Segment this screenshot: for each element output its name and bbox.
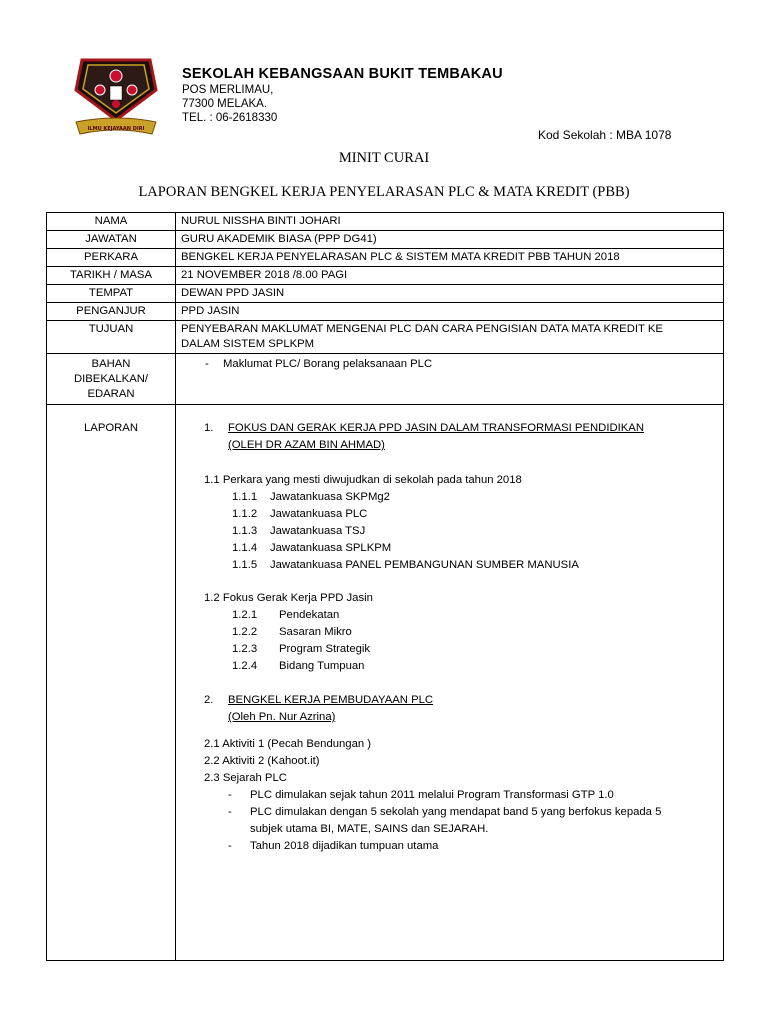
- item-text: Sasaran Mikro: [279, 626, 352, 638]
- bullet-dash: -: [228, 789, 232, 801]
- section-2-by: [204, 710, 718, 727]
- item-num: 1.1.2: [232, 508, 258, 520]
- tujuan-line-2: DALAM SISTEM SPLKPM: [181, 338, 315, 350]
- item-text: Jawatankuasa SPLKPM: [270, 542, 392, 554]
- school-logo: [72, 56, 160, 140]
- row-tujuan: [47, 321, 724, 354]
- list-item: [204, 659, 718, 676]
- bahan-label-line-2: DIBEKALKAN/: [73, 373, 149, 385]
- bullet-item: [204, 788, 718, 805]
- section-1-by: [204, 438, 718, 455]
- school-crest-icon: [72, 56, 160, 140]
- section-1-title: FOKUS DAN GERAK KERJA PPD JASIN DALAM TRANSFORMASI PENDIDIKAN: [228, 422, 644, 434]
- bahan-dash: -: [205, 358, 209, 370]
- item-num: 1.1.4: [232, 542, 258, 554]
- list-item: [204, 524, 718, 541]
- section-2-2: 2.2 Aktiviti 2 (Kahoot.it): [204, 755, 320, 767]
- row-nama: [47, 213, 724, 231]
- section-1-heading: [204, 421, 718, 438]
- bahan-text: Maklumat PLC/ Borang pelaksanaan PLC: [223, 358, 433, 370]
- bullet-item: [204, 839, 718, 856]
- svg-text:ILMU KEJAYAAN DIRI: ILMU KEJAYAAN DIRI: [87, 126, 145, 132]
- address-line-1: POS MERLIMAU,: [182, 84, 274, 96]
- list-item: [204, 541, 718, 558]
- item-num: 1.2.3: [232, 643, 258, 655]
- bullet-text: Tahun 2018 dijadikan tumpuan utama: [250, 840, 439, 852]
- label-perkara: PERKARA: [47, 249, 176, 267]
- bullet-item: [204, 805, 718, 822]
- item-text: Jawatankuasa PANEL PEMBANGUNAN SUMBER MANUSIA: [270, 559, 579, 571]
- item-num: 1.2.4: [232, 660, 258, 672]
- label-tempat: TEMPAT: [47, 285, 176, 303]
- label-penganjur: PENGANJUR: [47, 303, 176, 321]
- row-jawatan: [47, 231, 724, 249]
- item-text: Jawatankuasa TSJ: [270, 525, 366, 537]
- value-tarikh: 21 NOVEMBER 2018 /8.00 PAGI: [176, 267, 724, 285]
- bullet-text: PLC dimulakan dengan 5 sekolah yang mendapat band 5 yang berfokus kepada 5: [250, 806, 662, 818]
- value-jawatan: GURU AKADEMIK BIASA (PPP DG41): [176, 231, 724, 249]
- list-item: [204, 642, 718, 659]
- section-1-presenter: (OLEH DR AZAM BIN AHMAD): [228, 439, 385, 451]
- document-subtitle: LAPORAN BENGKEL KERJA PENYELARASAN PLC & MATA KREDIT (PBB): [138, 184, 630, 200]
- section-1-num: 1.: [204, 422, 214, 434]
- row-laporan: [47, 405, 724, 961]
- row-penganjur: [47, 303, 724, 321]
- section-2-heading: [204, 693, 718, 710]
- bullet-continuation: subjek utama BI, MATE, SAINS dan SEJARAH.: [250, 823, 489, 835]
- item-num: 1.1.1: [232, 491, 258, 503]
- item-num: 1.2.2: [232, 626, 258, 638]
- item-num: 1.1.3: [232, 525, 258, 537]
- label-jawatan: JAWATAN: [47, 231, 176, 249]
- label-tujuan: TUJUAN: [47, 321, 176, 354]
- bullet-dash: -: [228, 840, 232, 852]
- section-2-presenter: (Oleh Pn. Nur Azrina): [228, 711, 336, 723]
- list-item: [204, 490, 718, 507]
- list-item: [204, 507, 718, 524]
- item-num: 1.1.5: [232, 559, 258, 571]
- list-item: [204, 625, 718, 642]
- row-bahan: [47, 354, 724, 405]
- section-2-num: 2.: [204, 694, 214, 706]
- section-1-2-title: 1.2 Fokus Gerak Kerja PPD Jasin: [204, 592, 373, 604]
- value-nama: NURUL NISSHA BINTI JOHARI: [176, 213, 724, 231]
- section-2-3: 2.3 Sejarah PLC: [204, 772, 287, 784]
- section-2-1: 2.1 Aktiviti 1 (Pecah Bendungan ): [204, 738, 372, 750]
- row-tarikh: [47, 267, 724, 285]
- value-tujuan: [176, 321, 724, 354]
- value-laporan: [176, 405, 724, 961]
- bullet-dash: -: [228, 806, 232, 818]
- label-tarikh: TARIKH / MASA: [47, 267, 176, 285]
- bahan-label-line-1: BAHAN: [91, 358, 131, 370]
- list-item: [204, 608, 718, 625]
- tujuan-line-1: PENYEBARAN MAKLUMAT MENGENAI PLC DAN CARA PENGISIAN DATA MATA KREDIT KE: [181, 323, 663, 335]
- school-name: SEKOLAH KEBANGSAAN BUKIT TEMBAKAU: [182, 66, 503, 82]
- bullet-text: PLC dimulakan sejak tahun 2011 melalui Program Transformasi GTP 1.0: [250, 789, 614, 801]
- section-1-1-title: 1.1 Perkara yang mesti diwujudkan di sekolah pada tahun 2018: [204, 474, 522, 486]
- row-tempat: [47, 285, 724, 303]
- item-text: Jawatankuasa PLC: [270, 508, 368, 520]
- label-laporan: LAPORAN: [47, 405, 176, 961]
- row-perkara: [47, 249, 724, 267]
- document-title: MINIT CURAI: [338, 150, 430, 166]
- label-nama: NAMA: [47, 213, 176, 231]
- bahan-label-line-3: EDARAN: [87, 388, 135, 400]
- phone-number: TEL. : 06-2618330: [182, 112, 278, 124]
- item-text: Bidang Tumpuan: [279, 660, 365, 672]
- address-line-2: 77300 MELAKA.: [182, 98, 268, 110]
- list-item: [204, 558, 718, 575]
- value-tempat: DEWAN PPD JASIN: [176, 285, 724, 303]
- minutes-table: [46, 212, 724, 961]
- item-num: 1.2.1: [232, 609, 258, 621]
- value-bahan: [176, 354, 724, 405]
- value-penganjur: PPD JASIN: [176, 303, 724, 321]
- item-text: Program Strategik: [279, 643, 371, 655]
- item-text: Pendekatan: [279, 609, 340, 621]
- value-perkara: BENGKEL KERJA PENYELARASAN PLC & SISTEM MATA KREDIT PBB TAHUN 2018: [176, 249, 724, 267]
- item-text: Jawatankuasa SKPMg2: [270, 491, 390, 503]
- school-code: Kod Sekolah : MBA 1078: [538, 128, 672, 142]
- section-2-title: BENGKEL KERJA PEMBUDAYAAN PLC: [228, 694, 434, 706]
- label-bahan: [47, 354, 176, 405]
